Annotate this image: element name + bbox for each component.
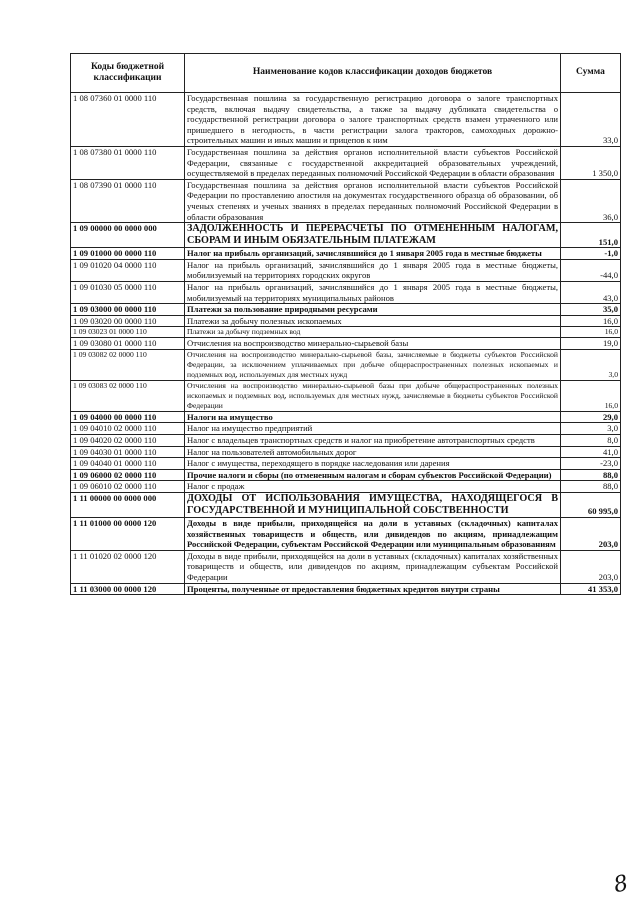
table-row xyxy=(71,458,621,470)
sum-cell: 29,0 xyxy=(561,411,621,423)
name-cell: Налог на имущество предприятий xyxy=(185,423,561,435)
sum-cell: 88,0 xyxy=(561,469,621,481)
code-cell: 1 09 04000 00 0000 110 xyxy=(71,411,185,423)
sum-cell: 41,0 xyxy=(561,446,621,458)
table-row xyxy=(71,446,621,458)
table-row xyxy=(71,315,621,327)
table-row xyxy=(71,518,621,551)
sum-cell: 203,0 xyxy=(561,550,621,583)
name-cell: Налог на прибыль организаций, зачислявшийся до 1 января 2005 года в местные бюджеты, мобилизуемый на территориях муниципальных районов xyxy=(185,281,561,303)
name-cell: Отчисления на воспроизводство минерально-сырьевой базы xyxy=(185,338,561,350)
sum-cell: 43,0 xyxy=(561,281,621,303)
table-row xyxy=(71,223,621,248)
sum-cell: 1 350,0 xyxy=(561,146,621,179)
table-row xyxy=(71,349,621,380)
name-cell: ЗАДОЛЖЕННОСТЬ И ПЕРЕРАСЧЕТЫ ПО ОТМЕНЕННЫМ НАЛОГАМ, СБОРАМ И ИНЫМ ОБЯЗАТЕЛЬНЫМ ПЛАТЕЖАМ xyxy=(185,223,561,248)
code-cell: 1 09 01030 05 0000 110 xyxy=(71,281,185,303)
name-cell: ДОХОДЫ ОТ ИСПОЛЬЗОВАНИЯ ИМУЩЕСТВА, НАХОДЯЩЕГОСЯ В ГОСУДАРСТВЕННОЙ И МУНИЦИПАЛЬНОЙ СОБСТВЕННОСТИ xyxy=(185,493,561,518)
sum-cell: -1,0 xyxy=(561,248,621,260)
header-sum: Сумма xyxy=(561,54,621,93)
code-cell: 1 09 03083 02 0000 110 xyxy=(71,380,185,411)
code-cell: 1 08 07390 01 0000 110 xyxy=(71,179,185,222)
table-row xyxy=(71,93,621,147)
sum-cell: 33,0 xyxy=(561,93,621,147)
table-row xyxy=(71,411,621,423)
code-cell: 1 09 01000 00 0000 110 xyxy=(71,248,185,260)
code-cell: 1 11 01000 00 0000 120 xyxy=(71,518,185,551)
table-row xyxy=(71,259,621,281)
name-cell: Государственная пошлина за действия органов исполнительной власти субъектов Российской Федерации, связанные с государственной аккредитацией образовательных учреждений, осуществляемой в пределах переданных полномочий Российской Федерации в области образования xyxy=(185,146,561,179)
page-number: 8 xyxy=(611,870,631,899)
code-cell: 1 09 03000 00 0000 110 xyxy=(71,304,185,316)
sum-cell: 88,0 xyxy=(561,481,621,493)
name-cell: Доходы в виде прибыли, приходящейся на доли в уставных (складочных) капиталах хозяйственных товариществ и обществ, или дивидендов по акциям, принадлежащим субъектам Российской Федерации xyxy=(185,550,561,583)
sum-cell: 16,0 xyxy=(561,327,621,338)
code-cell: 1 09 06010 02 0000 110 xyxy=(71,481,185,493)
name-cell: Налог на пользователей автомобильных дорог xyxy=(185,446,561,458)
code-cell: 1 09 04030 01 0000 110 xyxy=(71,446,185,458)
sum-cell: 41 353,0 xyxy=(561,583,621,595)
code-cell: 1 08 07360 01 0000 110 xyxy=(71,93,185,147)
code-cell: 1 11 01020 02 0000 120 xyxy=(71,550,185,583)
code-cell: 1 11 03000 00 0000 120 xyxy=(71,583,185,595)
code-cell: 1 09 01020 04 0000 110 xyxy=(71,259,185,281)
name-cell: Налог с продаж xyxy=(185,481,561,493)
code-cell: 1 09 03082 02 0000 110 xyxy=(71,349,185,380)
table-row xyxy=(71,327,621,338)
sum-cell: 16,0 xyxy=(561,380,621,411)
table-row xyxy=(71,423,621,435)
sum-cell: 35,0 xyxy=(561,304,621,316)
table-row xyxy=(71,550,621,583)
table-row xyxy=(71,469,621,481)
sum-cell: 151,0 xyxy=(561,223,621,248)
table-row xyxy=(71,435,621,447)
table-header-row xyxy=(71,54,621,93)
sum-cell: 3,0 xyxy=(561,423,621,435)
name-cell: Государственная пошлина за действия органов исполнительной власти субъектов Российской Федерации по проставлению апостиля на документах государственного образца об образовании, об ученых степенях и ученых званиях в пределах переданных полномочий Российской Федерации в области образования xyxy=(185,179,561,222)
sum-cell: 19,0 xyxy=(561,338,621,350)
code-cell: 1 09 03023 01 0000 110 xyxy=(71,327,185,338)
name-cell: Налоги на имущество xyxy=(185,411,561,423)
header-name: Наименование кодов классификации доходов бюджетов xyxy=(185,54,561,93)
code-cell: 1 09 04010 02 0000 110 xyxy=(71,423,185,435)
name-cell: Платежи за пользование природными ресурсами xyxy=(185,304,561,316)
sum-cell: 60 995,0 xyxy=(561,493,621,518)
budget-table-sheet xyxy=(70,53,618,595)
table-row xyxy=(71,583,621,595)
code-cell: 1 09 04020 02 0000 110 xyxy=(71,435,185,447)
name-cell: Отчисления на воспроизводство минерально-сырьевой базы, зачисляемые в бюджеты субъектов Российской Федерации, за исключением уплачиваемых при добыче общераспространенных полезных ископаемых и подземных вод, используемых для местных нужд xyxy=(185,349,561,380)
code-cell: 1 09 03020 00 0000 110 xyxy=(71,315,185,327)
name-cell: Налог с владельцев транспортных средств и налог на приобретение автотранспортных средств xyxy=(185,435,561,447)
sum-cell: -23,0 xyxy=(561,458,621,470)
table-row xyxy=(71,248,621,260)
code-cell: 1 09 00000 00 0000 000 xyxy=(71,223,185,248)
name-cell: Государственная пошлина за государственную регистрацию договора о залоге транспортных средств, включая выдачу свидетельства, а также за выдачу дубликата свидетельства о государственной регистрации договора о залоге транспортных средств взамен утраченного или пришедшего в негодность, в части регистрации залога тракторов, самоходных дорожно-строительных машин и иных машин и прицепов к ним xyxy=(185,93,561,147)
sum-cell: 16,0 xyxy=(561,315,621,327)
name-cell: Прочие налоги и сборы (по отмененным налогам и сборам субъектов Российской Федерации) xyxy=(185,469,561,481)
table-row xyxy=(71,304,621,316)
sum-cell: -44,0 xyxy=(561,259,621,281)
sum-cell: 8,0 xyxy=(561,435,621,447)
budget-classification-table xyxy=(70,53,621,595)
table-row xyxy=(71,493,621,518)
code-cell: 1 09 04040 01 0000 110 xyxy=(71,458,185,470)
name-cell: Налог на прибыль организаций, зачислявшийся до 1 января 2005 года в местные бюджеты xyxy=(185,248,561,260)
table-row xyxy=(71,380,621,411)
table-row xyxy=(71,281,621,303)
name-cell: Платежи за добычу подземных вод xyxy=(185,327,561,338)
table-row xyxy=(71,481,621,493)
code-cell: 1 09 03080 01 0000 110 xyxy=(71,338,185,350)
code-cell: 1 11 00000 00 0000 000 xyxy=(71,493,185,518)
sum-cell: 203,0 xyxy=(561,518,621,551)
name-cell: Проценты, полученные от предоставления бюджетных кредитов внутри страны xyxy=(185,583,561,595)
name-cell: Налог на прибыль организаций, зачислявшийся до 1 января 2005 года в местные бюджеты, мобилизуемый на территориях городских округов xyxy=(185,259,561,281)
table-row xyxy=(71,179,621,222)
name-cell: Платежи за добычу полезных ископаемых xyxy=(185,315,561,327)
name-cell: Налог с имущества, переходящего в порядке наследования или дарения xyxy=(185,458,561,470)
sum-cell: 36,0 xyxy=(561,179,621,222)
table-row xyxy=(71,146,621,179)
code-cell: 1 09 06000 02 0000 110 xyxy=(71,469,185,481)
table-body xyxy=(71,93,621,595)
sum-cell: 3,0 xyxy=(561,349,621,380)
name-cell: Отчисления на воспроизводство минерально-сырьевой базы при добыче общераспространенных полезных ископаемых и подземных вод, используемых для местных нужд, зачисляемые в бюджеты субъектов Российской Федерации xyxy=(185,380,561,411)
table-row xyxy=(71,338,621,350)
code-cell: 1 08 07380 01 0000 110 xyxy=(71,146,185,179)
header-code: Коды бюджетной классификации xyxy=(71,54,185,93)
name-cell: Доходы в виде прибыли, приходящейся на доли в уставных (складочных) капиталах хозяйственных товариществ и обществ, или дивидендов по акциям, принадлежащим Российской Федерации, субъектам Российской Федерации или муниципальным образованиям xyxy=(185,518,561,551)
